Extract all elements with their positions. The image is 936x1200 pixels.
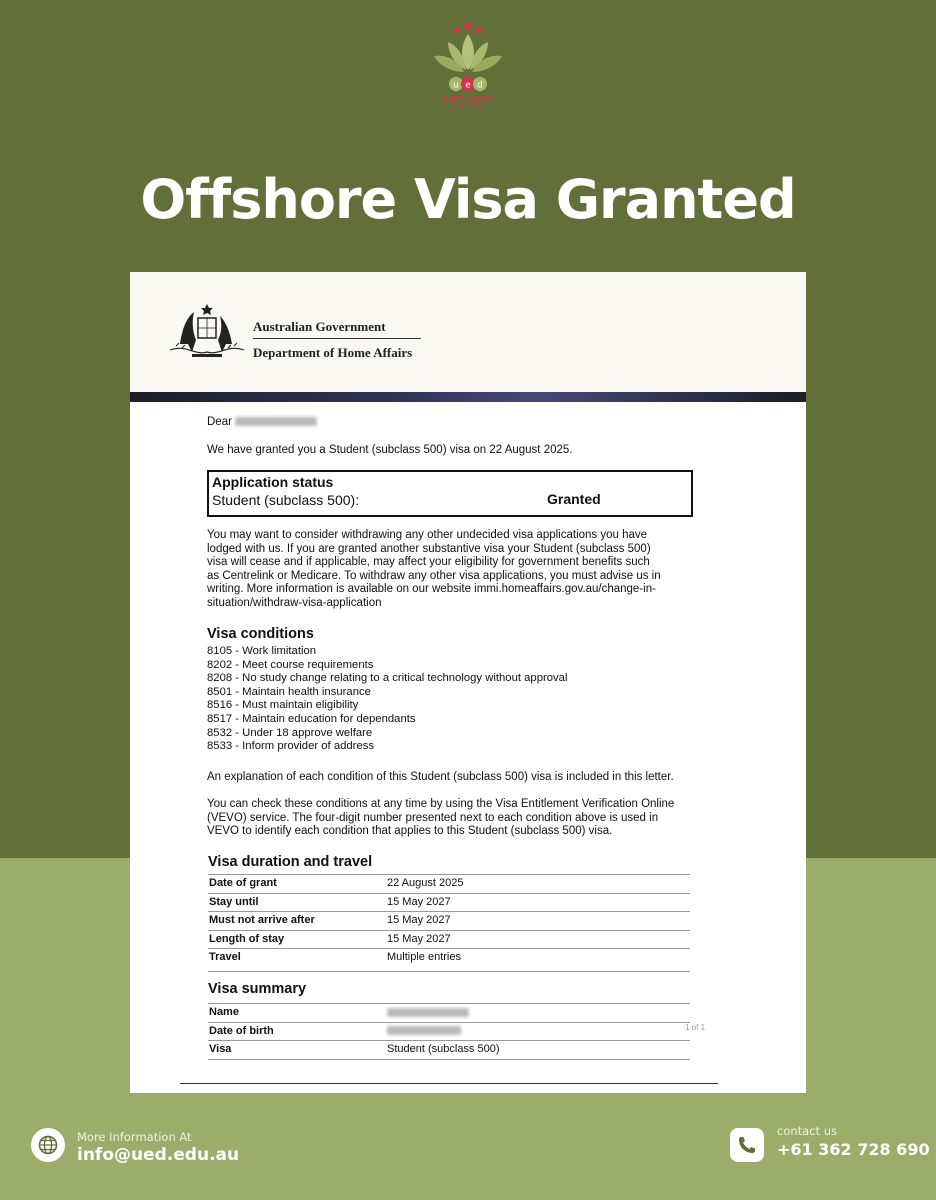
conditions-list — [207, 645, 567, 754]
paragraph-line: writing. More information is available on our website immi.homeaffairs.gov.au/change-in- — [207, 583, 656, 596]
grant-sentence: We have granted you a Student (subclass 500) visa on 22 August 2025. — [207, 444, 573, 456]
svg-text:e: e — [465, 80, 471, 91]
redacted-name-value — [387, 1006, 469, 1018]
table-row — [208, 875, 690, 894]
table-row — [208, 1023, 690, 1042]
svg-text:d: d — [477, 80, 483, 91]
header-divider — [253, 338, 421, 339]
paragraph-line: (VEVO) service. The four-digit number presented next to each condition above is used in — [207, 811, 659, 824]
row-label: Visa — [209, 1043, 232, 1055]
row-label: Date of grant — [209, 877, 277, 889]
contact-label: contact us — [777, 1124, 837, 1138]
table-row — [208, 1004, 690, 1023]
explanation-text: An explanation of each condition of this Student (subclass 500) visa is included in this letter. — [207, 771, 674, 783]
more-info-label: More Information At — [77, 1130, 192, 1144]
redacted-field — [387, 1026, 461, 1035]
list-item: 8202 - Meet course requirements — [207, 658, 374, 671]
list-item: 8532 - Under 18 approve welfare — [207, 726, 373, 739]
page-title: Offshore Visa Granted — [140, 168, 796, 231]
row-value: 15 May 2027 — [387, 932, 451, 945]
row-label: Date of birth — [209, 1024, 274, 1037]
svg-text:UNITY CENTRE: UNITY CENTRE — [443, 96, 493, 103]
vevo-paragraph — [207, 798, 687, 839]
paragraph-line: VEVO to identify each condition that applies to this Student (subclass 500) visa. — [207, 825, 613, 838]
summary-table — [208, 1003, 690, 1060]
row-value: Multiple entries — [387, 951, 461, 963]
redacted-field — [387, 1008, 469, 1017]
globe-icon — [31, 1128, 65, 1162]
status-label: Student (subclass 500): — [212, 492, 360, 508]
svg-text:u: u — [453, 80, 459, 91]
row-value: 22 August 2025 — [387, 877, 464, 889]
salutation-text: Dear — [207, 416, 232, 428]
list-item: 8516 - Must maintain eligibility — [207, 699, 359, 712]
government-name: Australian Government — [253, 319, 386, 334]
paragraph-line: You can check these conditions at any time by using the Visa Entitlement Verification Online — [207, 798, 675, 810]
salutation — [207, 416, 317, 430]
phone-icon — [730, 1128, 764, 1162]
table-row — [208, 949, 690, 972]
visa-grant-letter — [130, 272, 806, 1093]
phone-number[interactable]: +61 362 728 690 — [777, 1140, 930, 1159]
table-row — [208, 931, 690, 950]
header-band — [130, 392, 806, 402]
svg-text:OF EDUCATION: OF EDUCATION — [452, 104, 484, 109]
paragraph-line: situation/withdraw-visa-application — [207, 596, 382, 609]
application-status-box — [207, 470, 693, 517]
row-label: Stay until — [209, 895, 259, 908]
status-value: Granted — [547, 491, 601, 507]
coat-of-arms-icon — [166, 300, 248, 360]
row-value: 15 May 2027 — [387, 895, 451, 908]
redacted-name — [235, 417, 317, 426]
ued-logo — [430, 20, 506, 112]
status-heading: Application status — [212, 474, 334, 490]
duration-table — [208, 874, 690, 972]
duration-heading: Visa duration and travel — [208, 854, 373, 870]
paragraph-line: lodged with us. If you are granted another substantive visa your Student (subclass 500) — [207, 542, 651, 555]
summary-heading: Visa summary — [208, 981, 307, 997]
conditions-heading: Visa conditions — [207, 626, 314, 642]
email-link[interactable]: info@ued.edu.au — [77, 1145, 240, 1165]
table-row — [208, 912, 690, 931]
list-item: 8501 - Maintain health insurance — [207, 685, 371, 698]
list-item: 8517 - Maintain education for dependants — [207, 712, 416, 725]
footer-rule — [180, 1083, 718, 1084]
row-label: Must not arrive after — [209, 914, 315, 926]
paragraph-line: You may want to consider withdrawing any other undecided visa applications you have — [207, 529, 648, 541]
paragraph-line: as Centrelink or Medicare. To withdraw any other visa applications, you must advise us in — [207, 569, 661, 582]
redacted-dob-value — [387, 1025, 461, 1037]
withdraw-paragraph — [207, 529, 687, 611]
paragraph-line: visa will cease and if applicable, may affect your eligibility for government benefits such — [207, 556, 650, 569]
row-value: 15 May 2027 — [387, 914, 451, 926]
list-item: 8105 - Work limitation — [207, 645, 317, 657]
table-row — [208, 894, 690, 913]
row-label: Name — [209, 1006, 239, 1018]
row-label: Travel — [209, 951, 241, 963]
row-label: Length of stay — [209, 932, 285, 945]
row-value: Student (subclass 500) — [387, 1043, 500, 1055]
list-item: 8533 - Inform provider of address — [207, 740, 375, 753]
list-item: 8208 - No study change relating to a critical technology without approval — [207, 672, 568, 685]
page-number: 1 of 1 — [685, 1023, 706, 1032]
table-row — [208, 1041, 690, 1060]
department-name: Department of Home Affairs — [253, 345, 413, 360]
